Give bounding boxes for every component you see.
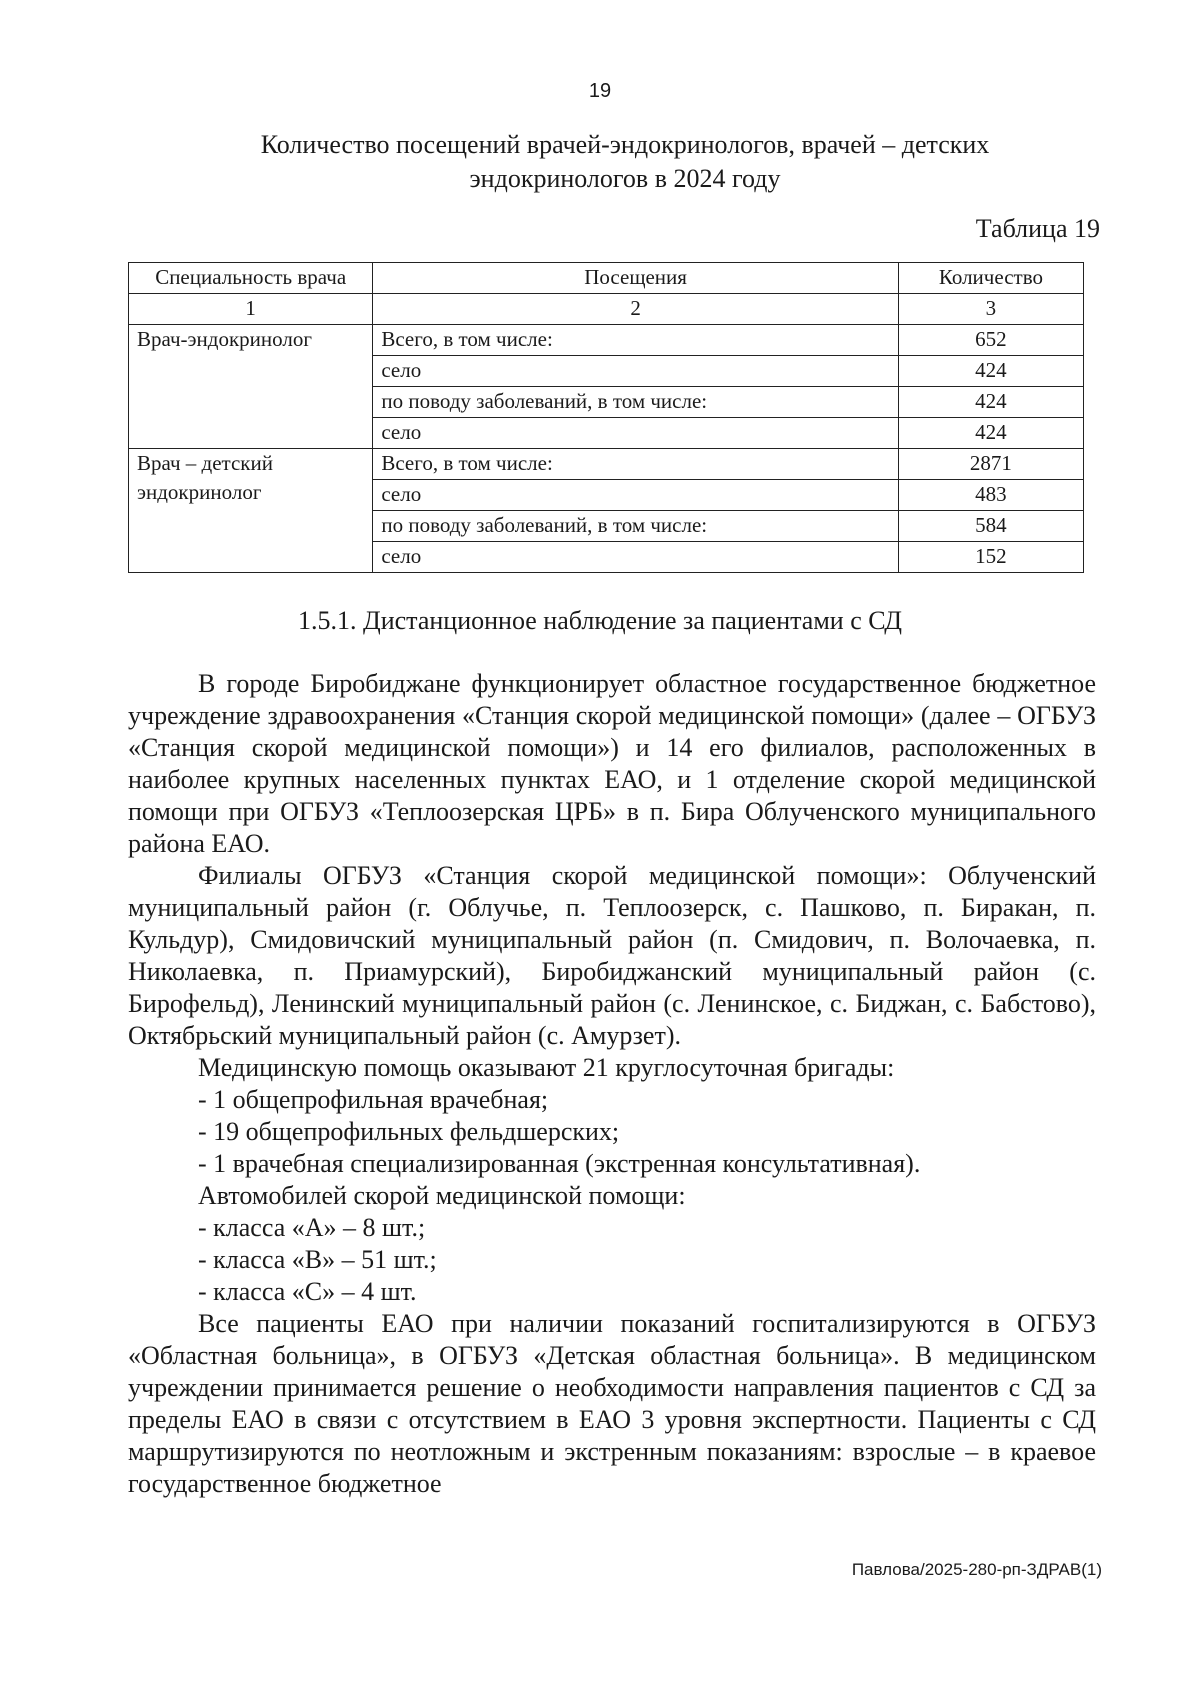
column-number-2: 2 xyxy=(373,294,899,325)
list-item: - 1 врачебная специализированная (экстренная консультативная). xyxy=(198,1149,921,1178)
visit-type-cell: село xyxy=(373,418,899,449)
count-cell: 483 xyxy=(898,480,1083,511)
paragraph: Медицинскую помощь оказывают 21 круглосуточная бригады: xyxy=(198,1053,895,1082)
header-count: Количество xyxy=(898,263,1083,294)
table-row xyxy=(129,449,1084,480)
count-cell: 424 xyxy=(898,418,1083,449)
column-number-3: 3 xyxy=(898,294,1083,325)
visit-type-cell: село xyxy=(373,480,899,511)
header-visits: Посещения xyxy=(373,263,899,294)
page-number: 19 xyxy=(588,80,612,102)
table-row xyxy=(129,325,1084,356)
list-item: - класса «А» – 8 шт.; xyxy=(198,1213,426,1242)
table-header-row xyxy=(129,263,1084,294)
header-specialty: Специальность врача xyxy=(129,263,373,294)
section-heading: 1.5.1. Дистанционное наблюдение за пациентами с СД xyxy=(297,606,903,635)
visit-type-cell: по поводу заболеваний, в том числе: xyxy=(373,387,899,418)
visit-type-cell: Всего, в том числе: xyxy=(373,325,899,356)
column-number-row xyxy=(129,294,1084,325)
body-text xyxy=(128,668,1096,1500)
list-item: - 1 общепрофильная врачебная; xyxy=(198,1085,549,1114)
count-cell: 652 xyxy=(898,325,1083,356)
list-item: - 19 общепрофильных фельдшерских; xyxy=(198,1117,620,1146)
brigades-list xyxy=(128,1084,1096,1180)
document-id-footer: Павлова/2025-280-рп-ЗДРАВ(1) xyxy=(851,1560,1102,1579)
column-number-1: 1 xyxy=(129,294,373,325)
paragraph: Филиалы ОГБУЗ «Станция скорой медицинской помощи»: Облученский муниципальный район (г. Облучье, п. Теплоозерск, с. Пашково, п. Биракан, п. Кульдур), Смидовичский муниципальный район (п. Смидович, п. Волочаевка, п. Николаевка, п. Приамурский), Биробиджанский муниципальный район (с. Бирофельд), Ленинский муниципальный район (с. Ленинское, с. Биджан, с. Бабстово), Октябрьский муниципальный район (с. Амурзет). xyxy=(128,861,1096,1050)
count-cell: 152 xyxy=(898,542,1083,573)
vehicles-list xyxy=(128,1212,1096,1308)
count-cell: 2871 xyxy=(898,449,1083,480)
table-title xyxy=(220,128,1030,196)
table-title-line-2: эндокринологов в 2024 году xyxy=(469,164,781,193)
count-cell: 584 xyxy=(898,511,1083,542)
visit-type-cell: село xyxy=(373,542,899,573)
specialty-cell: Врач – детский эндокринолог xyxy=(129,449,373,573)
table-label: Таблица 19 xyxy=(975,214,1100,243)
visits-table xyxy=(128,262,1084,573)
list-item: - класса «С» – 4 шт. xyxy=(198,1277,417,1306)
list-item: - класса «В» – 51 шт.; xyxy=(198,1245,437,1274)
count-cell: 424 xyxy=(898,356,1083,387)
visit-type-cell: по поводу заболеваний, в том числе: xyxy=(373,511,899,542)
table-title-line-1: Количество посещений врачей-эндокринологов, врачей – детских xyxy=(260,130,990,159)
count-cell: 424 xyxy=(898,387,1083,418)
visit-type-cell: село xyxy=(373,356,899,387)
paragraph: В городе Биробиджане функционирует областное государственное бюджетное учреждение здравоохранения «Станция скорой медицинской помощи» (далее – ОГБУЗ «Станция скорой медицинской помощи») и 14 его филиалов, расположенных в наиболее крупных населенных пунктах ЕАО, и 1 отделение скорой медицинской помощи при ОГБУЗ «Теплоозерская ЦРБ» в п. Бира Облученского муниципального района ЕАО. xyxy=(128,669,1096,858)
paragraph: Все пациенты ЕАО при наличии показаний госпитализируются в ОГБУЗ «Областная больница», в ОГБУЗ «Детская областная больница». В медицинском учреждении принимается решение о необходимости направления пациентов с СД за пределы ЕАО в связи с отсутствием в ЕАО 3 уровня экспертности. Пациенты с СД маршрутизируются по неотложным и экстренным показаниям: взрослые – в краевое государственное бюджетное xyxy=(128,1309,1096,1498)
paragraph: Автомобилей скорой медицинской помощи: xyxy=(198,1181,686,1210)
visit-type-cell: Всего, в том числе: xyxy=(373,449,899,480)
specialty-cell: Врач-эндокринолог xyxy=(129,325,373,449)
